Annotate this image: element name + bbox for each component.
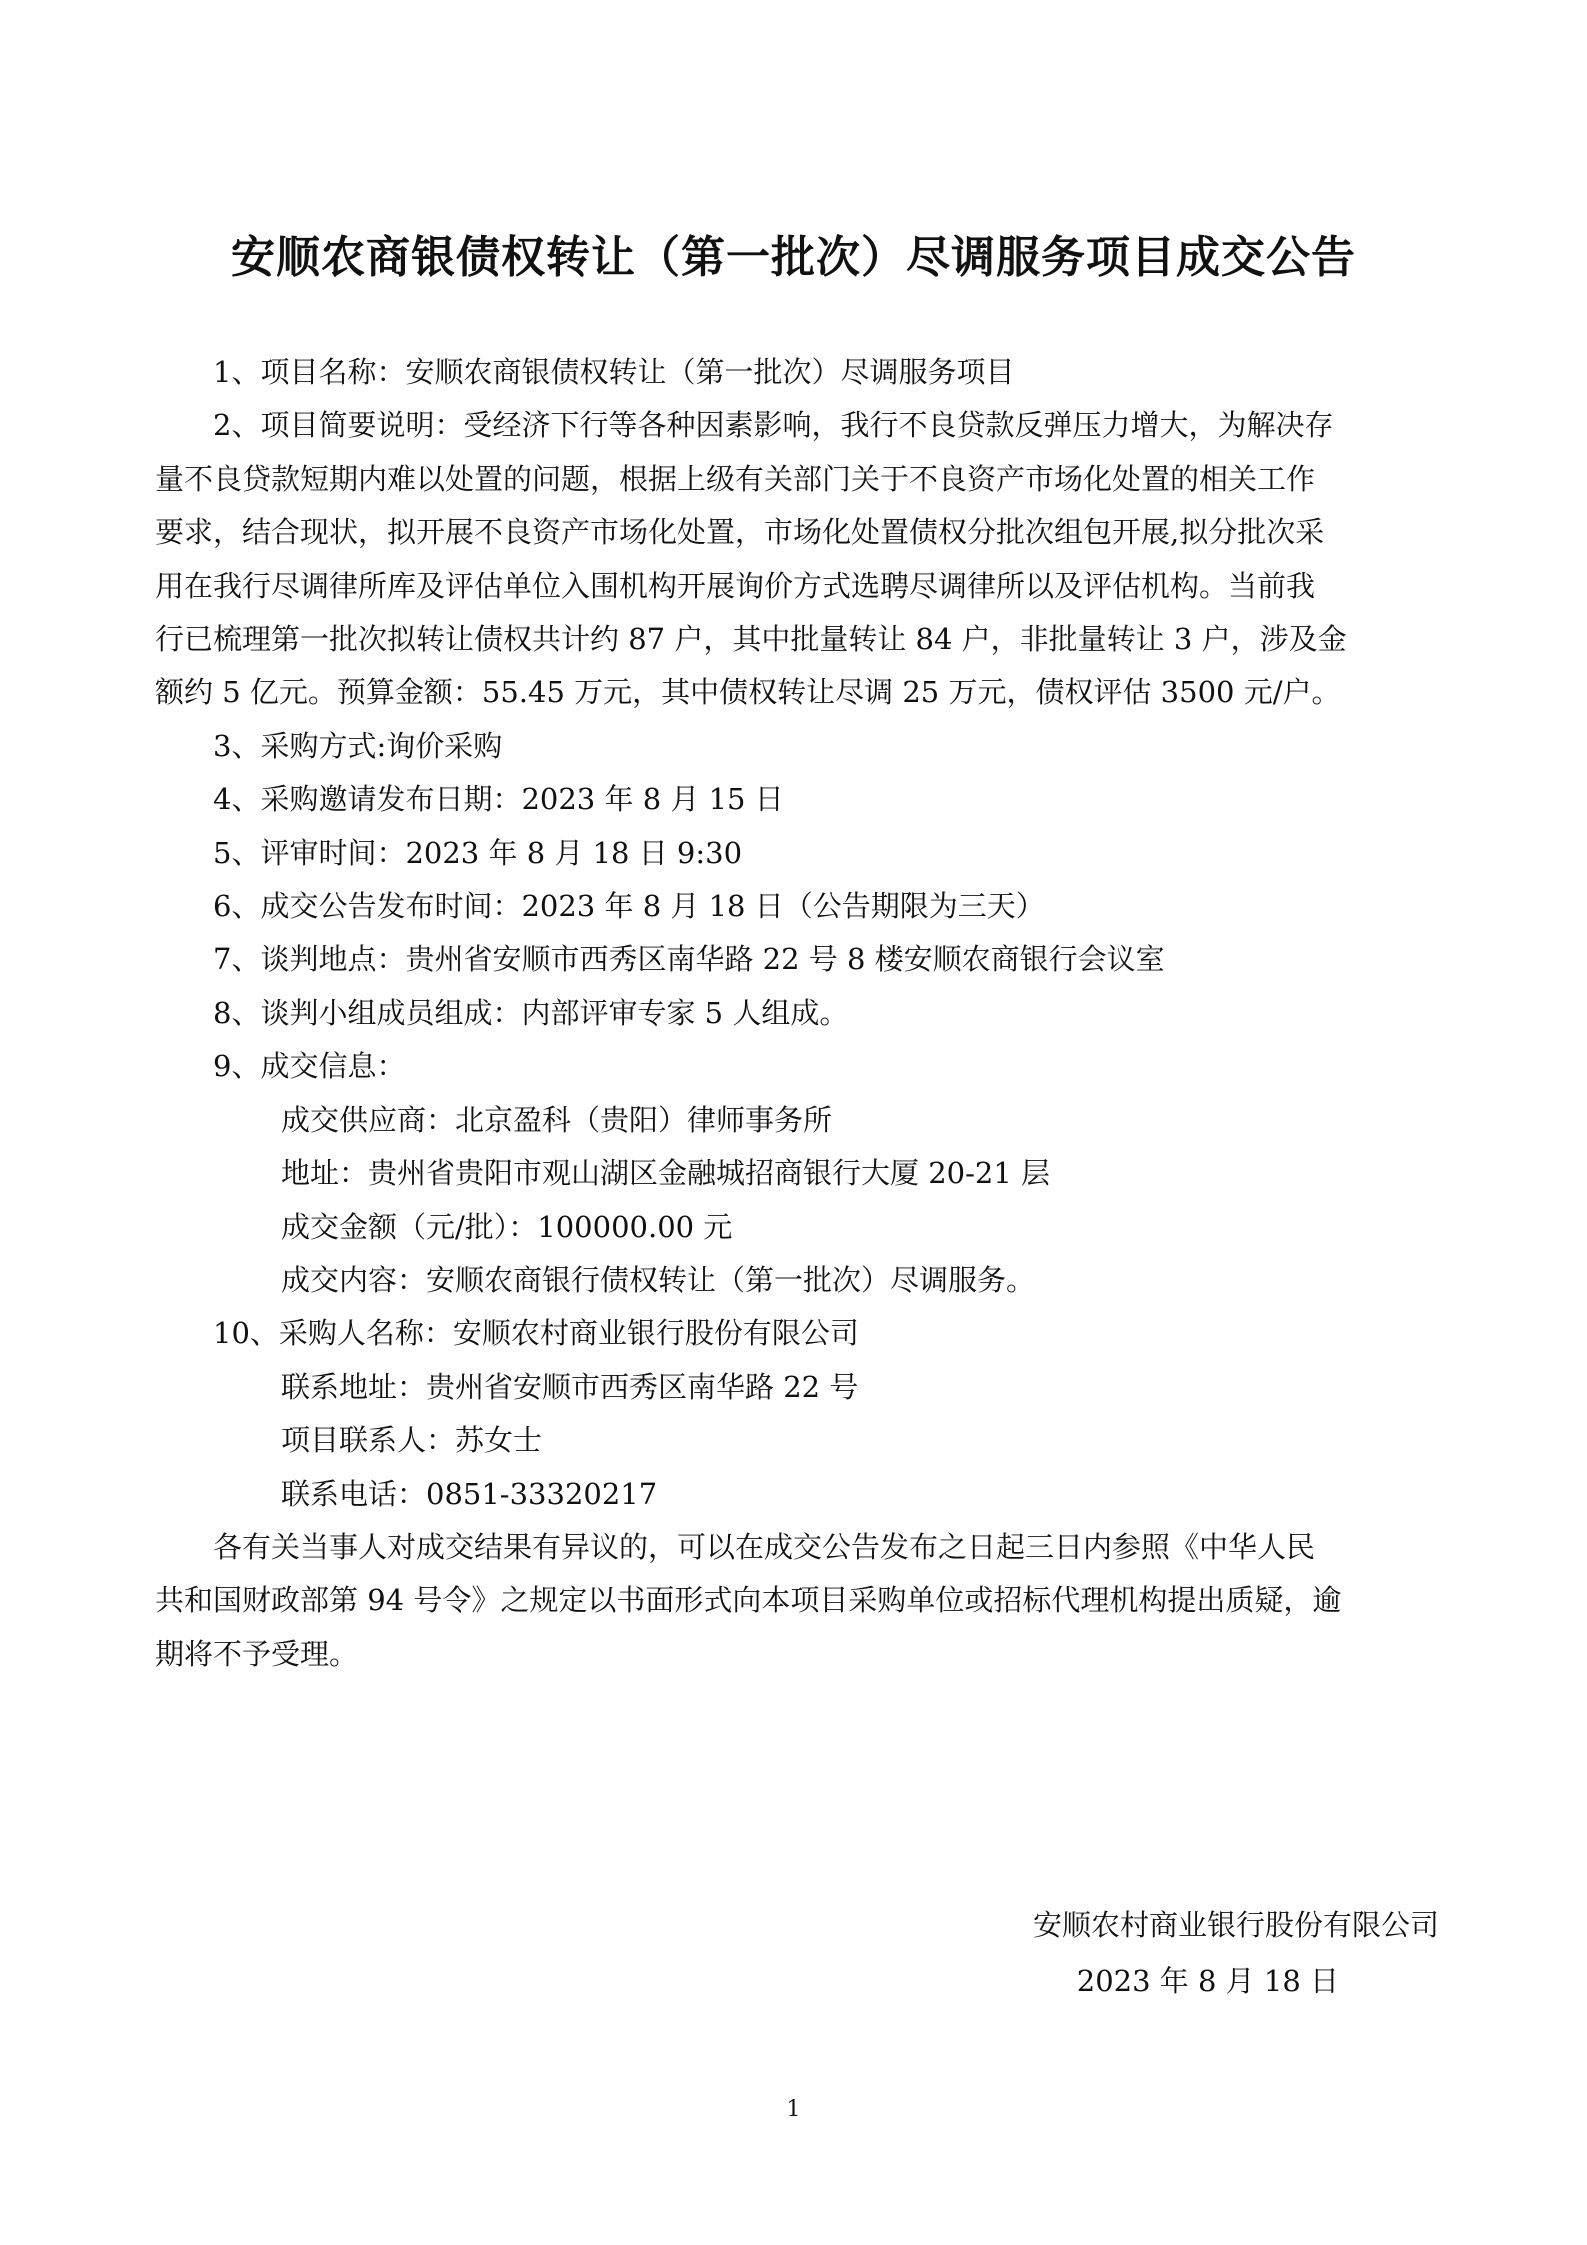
deal-content: 成交内容：安顺农商银行债权转让（第一批次）尽调服务。: [281, 1262, 1036, 1297]
item-review-time: 5、评审时间：2023 年 8 月 18 日 9:30: [213, 835, 743, 870]
item-purchaser-name: 10、采购人名称：安顺农村商业银行股份有限公司: [213, 1316, 859, 1351]
page-number: 1: [786, 2097, 801, 2122]
item-project-description: [155, 399, 1440, 719]
description-line: 要求，结合现状，拟开展不良资产市场化处置，市场化处置债权分批次组包开展,拟分批次采: [155, 515, 1325, 550]
description-line: 量不良贷款短期内难以处置的问题，根据上级有关部门关于不良资产市场化处置的相关工作: [155, 461, 1316, 496]
item-negotiation-location: 7、谈判地点：贵州省安顺市西秀区南华路 22 号 8 楼安顺农商银行会议室: [213, 942, 1165, 977]
deal-supplier: 成交供应商：北京盈科（贵阳）律师事务所: [281, 1102, 833, 1137]
purchaser-contact: 项目联系人：苏女士: [281, 1423, 543, 1458]
deal-amount: 成交金额（元/批）：100000.00 元: [281, 1209, 733, 1244]
item-procurement-method: 3、采购方式:询价采购: [213, 728, 503, 763]
signature-block: [1033, 1897, 1439, 2009]
signature-date: 2023 年 8 月 18 日: [1076, 1964, 1339, 1998]
description-line: 额约 5 亿元。预算金额：55.45 万元，其中债权转让尽调 25 万元，债权评估 3500 元/户。: [155, 675, 1341, 710]
description-line: 行已梳理第一批次拟转让债权共计约 87 户，其中批量转让 84 户，非批量转让 3 户，涉及金: [155, 622, 1347, 657]
description-line: 2、项目简要说明：受经济下行等各种因素影响，我行不良贷款反弹压力增大，为解决存: [213, 408, 1334, 443]
item-deal-info: 9、成交信息：: [213, 1049, 406, 1084]
document-title: 安顺农商银债权转让（第一批次）尽调服务项目成交公告: [231, 232, 1356, 283]
signature-org: 安顺农村商业银行股份有限公司: [1032, 1908, 1439, 1942]
description-line: 用在我行尽调律所库及评估单位入围机构开展询价方式选聘尽调律所以及评估机构。当前我: [155, 568, 1316, 603]
deal-address: 地址：贵州省贵阳市观山湖区金融城招商银行大厦 20-21 层: [281, 1156, 1051, 1191]
item-panel-composition: 8、谈判小组成员组成：内部评审专家 5 人组成。: [213, 995, 849, 1030]
closing-line: 共和国财政部第 94 号令》之规定以书面形式向本项目采购单位或招标代理机构提出质疑，逾: [155, 1583, 1342, 1618]
purchaser-phone: 联系电话：0851-33320217: [281, 1476, 658, 1511]
item-project-name: 1、项目名称：安顺农商银债权转让（第一批次）尽调服务项目: [213, 355, 1015, 389]
item-invitation-date: 4、采购邀请发布日期：2023 年 8 月 15 日: [213, 782, 784, 817]
document-body: [155, 346, 1440, 1681]
closing-line: 各有关当事人对成交结果有异议的，可以在成交公告发布之日起三日内参照《中华人民: [213, 1529, 1316, 1564]
closing-line: 期将不予受理。: [155, 1636, 359, 1671]
item-announcement-time: 6、成交公告发布时间：2023 年 8 月 18 日（公告期限为三天）: [213, 889, 1045, 924]
purchaser-address: 联系地址：贵州省安顺市西秀区南华路 22 号: [281, 1369, 859, 1404]
closing-paragraph: [155, 1521, 1440, 1681]
